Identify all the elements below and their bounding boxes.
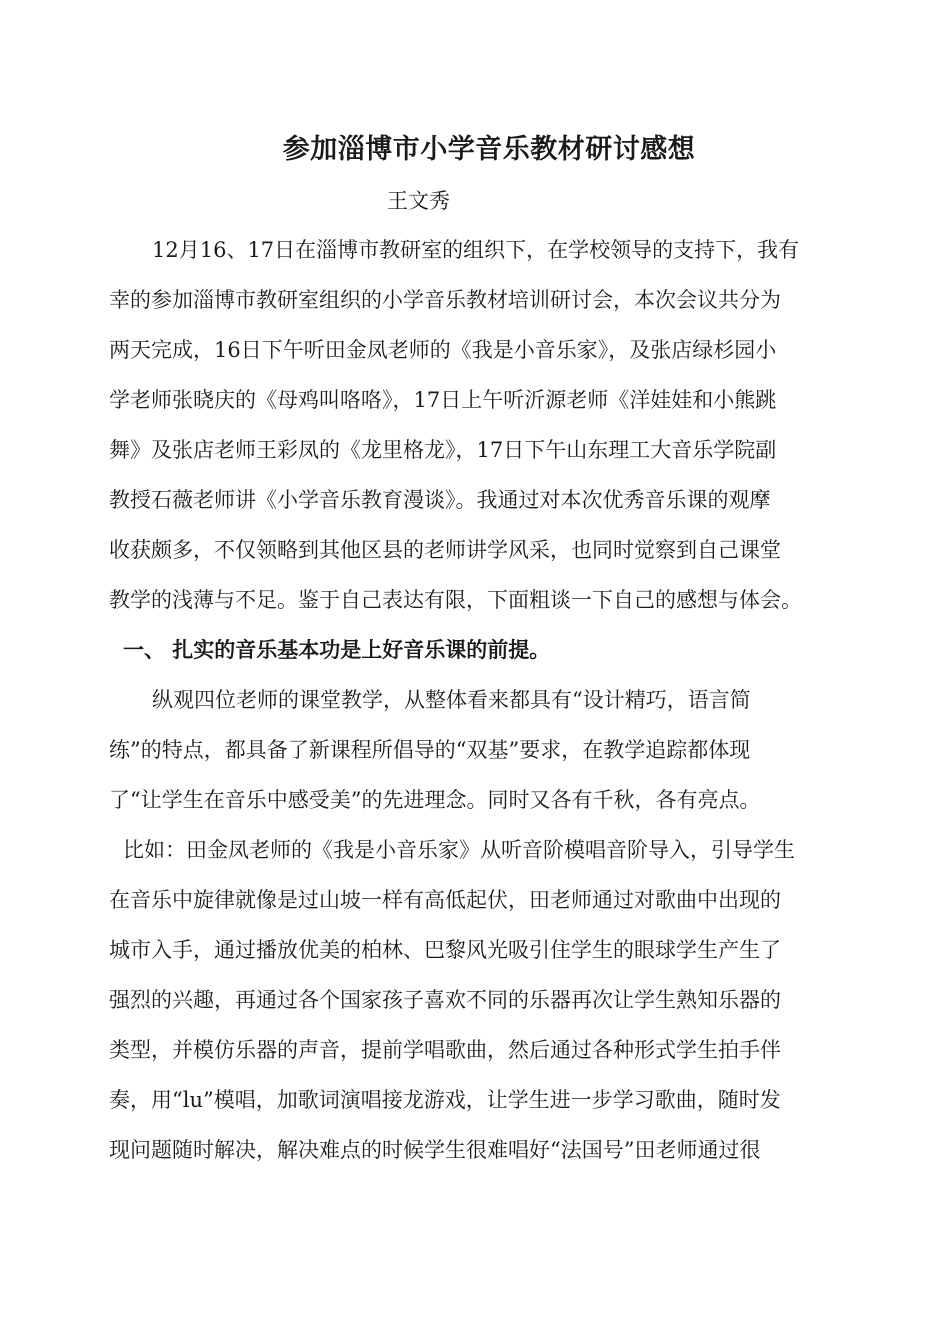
paragraph-line: 奏，用“lu”模唱，加歌词演唱接龙游戏，让学生进一步学习歌曲，随时发 bbox=[109, 1088, 781, 1112]
document-author: 王文秀 bbox=[387, 189, 450, 213]
paragraph-line: 类型，并模仿乐器的声音，提前学唱歌曲，然后通过各种形式学生拍手伴 bbox=[109, 1038, 781, 1062]
paragraph-line: 两天完成，16日下午听田金凤老师的《我是小音乐家》，及张店绿杉园小 bbox=[109, 338, 777, 362]
paragraph-line: 教学的浅薄与不足。鉴于自己表达有限，下面粗谈一下自己的感想与体会。 bbox=[109, 588, 802, 612]
paragraph-line: 现问题随时解决，解决难点的时候学生很难唱好“法国号”田老师通过很 bbox=[109, 1138, 761, 1162]
paragraph-line: 教授石薇老师讲《小学音乐教育漫谈》。我通过对本次优秀音乐课的观摩 bbox=[109, 488, 771, 512]
paragraph-line: 比如：田金凤老师的《我是小音乐家》从听音阶模唱音阶导入，引导学生 bbox=[123, 838, 795, 862]
paragraph-line: 练”的特点，都具备了新课程所倡导的“双基”要求，在教学追踪都体现 bbox=[109, 738, 751, 762]
paragraph-line: 幸的参加淄博市教研室组织的小学音乐教材培训研讨会，本次会议共分为 bbox=[109, 288, 781, 312]
paragraph-line: 强烈的兴趣，再通过各个国家孩子喜欢不同的乐器再次让学生熟知乐器的 bbox=[109, 988, 781, 1012]
document-title-text: 参加淄博市小学音乐教材研讨感想 bbox=[282, 134, 696, 165]
paragraph-line: 12月16、17日在淄博市教研室的组织下，在学校领导的支持下，我有 bbox=[152, 238, 800, 262]
paragraph-line: 收获颇多，不仅领略到其他区县的老师讲学风采，也同时觉察到自己课堂 bbox=[109, 538, 781, 562]
section-heading: 一、 扎实的音乐基本功是上好音乐课的前提。 bbox=[123, 637, 551, 662]
document-title bbox=[0, 130, 950, 170]
paragraph-line: 在音乐中旋律就像是过山坡一样有高低起伏，田老师通过对歌曲中出现的 bbox=[109, 888, 781, 912]
paragraph-line: 学老师张晓庆的《母鸡叫咯咯》，17日上午听沂源老师《洋娃娃和小熊跳 bbox=[109, 388, 777, 412]
paragraph-line: 城市入手，通过播放优美的柏林、巴黎风光吸引住学生的眼球学生产生了 bbox=[109, 938, 781, 962]
paragraph-line: 舞》及张店老师王彩凤的《龙里格龙》，17日下午山东理工大音乐学院副 bbox=[109, 438, 777, 462]
paragraph-line: 了“让学生在音乐中感受美”的先进理念。同时又各有千秋，各有亮点。 bbox=[109, 788, 761, 812]
paragraph-line: 纵观四位老师的课堂教学，从整体看来都具有“设计精巧，语言简 bbox=[152, 688, 751, 712]
